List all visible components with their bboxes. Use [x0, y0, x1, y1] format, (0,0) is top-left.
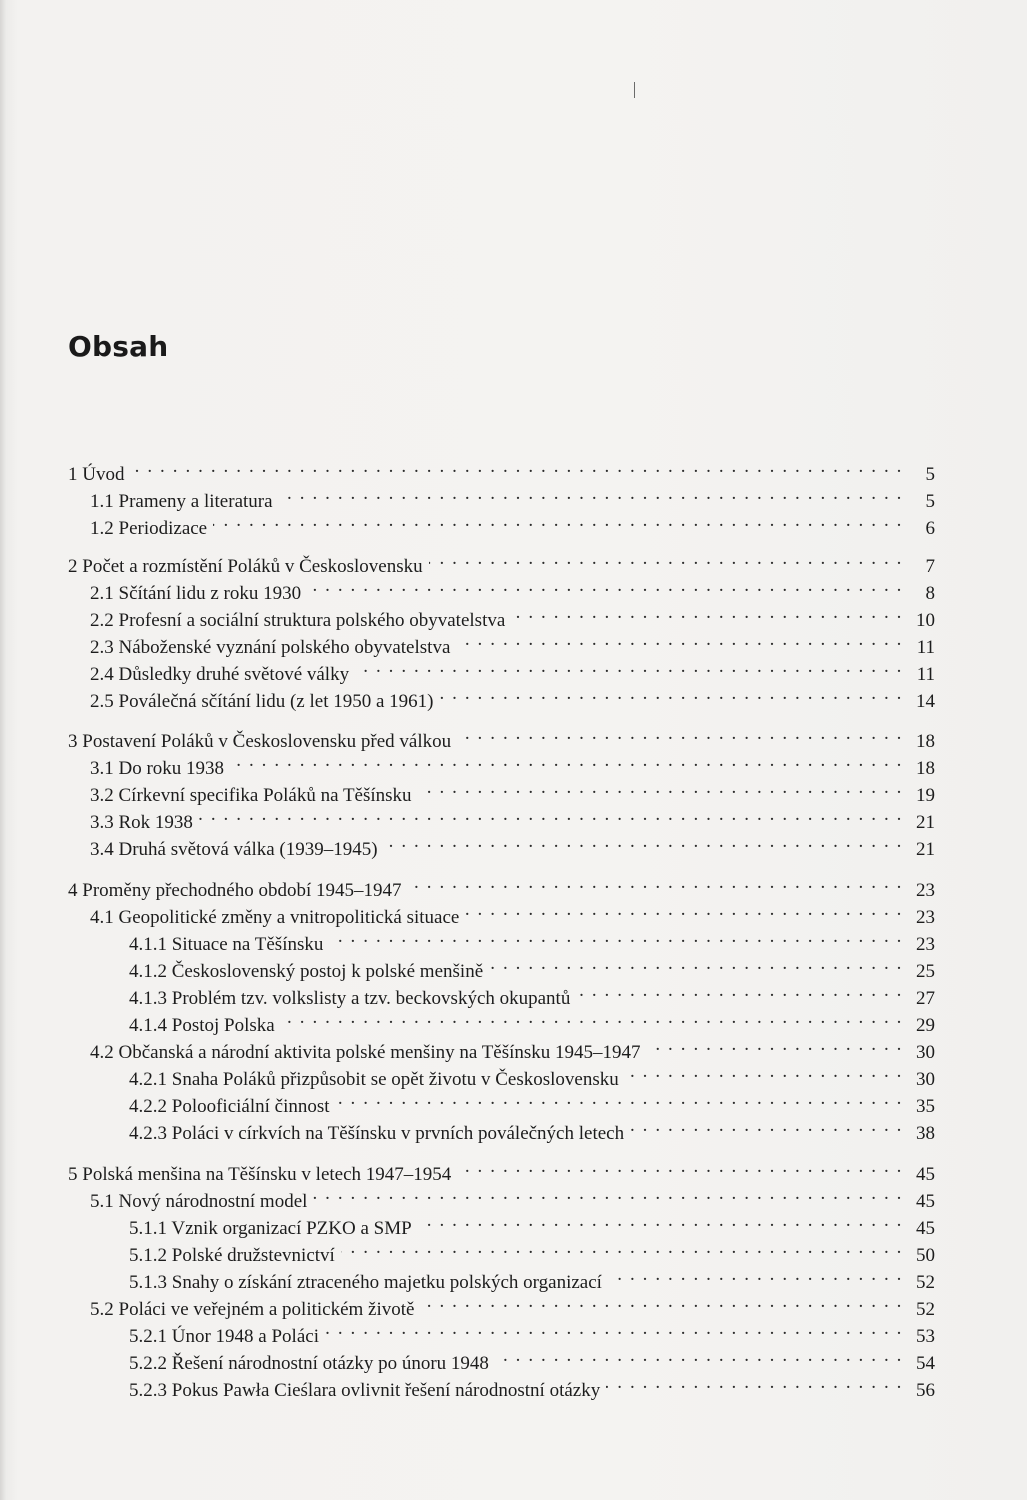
- dot-leader: [630, 1113, 903, 1139]
- toc-entry-page: 7: [925, 556, 935, 577]
- dot-leader: [408, 870, 903, 896]
- dot-leader: [307, 573, 903, 599]
- toc-entry-chapter: [68, 546, 935, 577]
- toc-entry-title: 1.2 Periodizace: [90, 518, 208, 539]
- toc-entry-page: 45: [916, 1191, 935, 1212]
- toc-entry-title: 4.1.1 Situace na Těšínsku: [129, 934, 324, 955]
- toc-entry-page: 30: [916, 1069, 935, 1090]
- dot-leader: [418, 1208, 903, 1234]
- toc-entry-section: [90, 829, 935, 860]
- toc-entry-page: 10: [916, 610, 935, 631]
- toc-entry-section: [90, 1289, 935, 1320]
- toc-entry-page: 18: [916, 731, 935, 752]
- toc-entry-page: 19: [916, 785, 935, 806]
- toc-entry-title: 4 Proměny přechodného období 1945–1947: [68, 880, 402, 901]
- toc-entry-section: [90, 775, 935, 806]
- toc-entry-chapter: [68, 721, 935, 752]
- toc-entry-subsection: [129, 951, 935, 982]
- toc-entry-title: 4.2.3 Poláci v církvích na Těšínsku v prvních poválečných letech: [129, 1123, 625, 1144]
- toc-entry-subsection: [129, 1370, 935, 1401]
- toc-entry-section: [90, 681, 935, 712]
- dot-leader: [325, 1316, 903, 1342]
- toc-entry-title: 3.1 Do roku 1938: [90, 758, 225, 779]
- toc-entry-subsection: [129, 924, 935, 955]
- dot-leader: [457, 721, 903, 747]
- toc-entry-title: 4.2.2 Polooficiální činnost: [129, 1096, 330, 1117]
- dot-leader: [440, 681, 904, 707]
- dot-leader: [281, 1005, 903, 1031]
- toc-entry-title: 5.1.1 Vznik organizací PZKO a SMP: [129, 1218, 412, 1239]
- toc-entry-subsection: [129, 1316, 935, 1347]
- toc-entry-title: 5 Polská menšina na Těšínsku v letech 1947–1954: [68, 1164, 452, 1185]
- dot-leader: [420, 1289, 903, 1315]
- toc-entry-section: [90, 748, 935, 779]
- dot-leader: [384, 829, 903, 855]
- dot-leader: [429, 546, 903, 572]
- toc-entry-title: 1.1 Prameny a literatura: [90, 491, 273, 512]
- toc-entry-subsection: [129, 1343, 935, 1374]
- dot-leader: [418, 775, 903, 801]
- toc-entry-section: [90, 897, 935, 928]
- dot-leader: [199, 802, 903, 828]
- toc-entry-page: 52: [916, 1272, 935, 1293]
- toc-entry-title: 2.2 Profesní a sociální struktura polského obyvatelstva: [90, 610, 506, 631]
- dot-leader: [608, 1262, 903, 1288]
- toc-entry-page: 38: [916, 1123, 935, 1144]
- dot-leader: [130, 454, 903, 480]
- dot-leader: [625, 1059, 903, 1085]
- toc-entry-title: 5.2.1 Únor 1948 a Poláci: [129, 1326, 319, 1347]
- toc-entry-section: [90, 627, 935, 658]
- toc-entry-page: 45: [916, 1218, 935, 1239]
- toc-entry-page: 23: [916, 907, 935, 928]
- toc-entry-subsection: [129, 1059, 935, 1090]
- toc-entry-page: 5: [925, 491, 935, 512]
- toc-entry-title: 2.1 Sčítání lidu z roku 1930: [90, 583, 302, 604]
- toc-entry-section: [90, 508, 935, 539]
- dot-leader: [495, 1343, 903, 1369]
- toc-entry-section: [90, 481, 935, 512]
- dot-leader: [511, 600, 903, 626]
- page-title: Obsah: [68, 330, 169, 363]
- toc-entry-page: 21: [916, 839, 935, 860]
- toc-entry-chapter: [68, 1154, 935, 1185]
- toc-entry-title: 5.1.3 Snahy o získání ztraceného majetku polských organizací: [129, 1272, 602, 1293]
- toc-entry-title: 3.2 Církevní specifika Poláků na Těšínsku: [90, 785, 412, 806]
- toc-entry-section: [90, 573, 935, 604]
- toc-entry-title: 1 Úvod: [68, 464, 125, 485]
- toc-entry-title: 3 Postavení Poláků v Československu před válkou: [68, 731, 452, 752]
- toc-entry-page: 50: [916, 1245, 935, 1266]
- toc-entry-title: 4.1.4 Postoj Polska: [129, 1015, 275, 1036]
- dot-leader: [336, 1086, 903, 1112]
- toc-entry-title: 4.2.1 Snaha Poláků přizpůsobit se opět životu v Československu: [129, 1069, 619, 1090]
- toc-entry-page: 11: [916, 664, 935, 685]
- toc-entry-page: 56: [916, 1380, 935, 1401]
- toc-entry-section: [90, 1032, 935, 1063]
- toc-entry-page: 11: [916, 637, 935, 658]
- toc-entry-chapter: [68, 454, 935, 485]
- toc-entry-page: 30: [916, 1042, 935, 1063]
- toc-entry-section: [90, 1181, 935, 1212]
- toc-entry-title: 2.5 Poválečná sčítání lidu (z let 1950 a 1961): [90, 691, 434, 712]
- toc-entry-chapter: [68, 870, 935, 901]
- dot-leader: [456, 627, 903, 653]
- toc-entry-subsection: [129, 1262, 935, 1293]
- dot-leader: [489, 951, 903, 977]
- toc-entry-subsection: [129, 978, 935, 1009]
- toc-entry-page: 27: [916, 988, 935, 1009]
- toc-entry-page: 23: [916, 880, 935, 901]
- toc-entry-section: [90, 600, 935, 631]
- toc-entry-subsection: [129, 1113, 935, 1144]
- toc-entry-subsection: [129, 1005, 935, 1036]
- toc-entry-page: 8: [925, 583, 935, 604]
- toc-entry-section: [90, 802, 935, 833]
- toc-entry-subsection: [129, 1235, 935, 1266]
- dot-leader: [213, 508, 903, 534]
- dot-leader: [647, 1032, 903, 1058]
- dot-leader: [329, 924, 903, 950]
- dot-leader: [606, 1370, 903, 1396]
- toc-entry-title: 5.2.2 Řešení národnostní otázky po únoru 1948: [129, 1353, 489, 1374]
- toc-entry-page: 53: [916, 1326, 935, 1347]
- toc-entry-page: 25: [916, 961, 935, 982]
- toc-entry-title: 3.3 Rok 1938: [90, 812, 193, 833]
- dot-leader: [341, 1235, 903, 1261]
- toc-entry-title: 5.1 Nový národnostní model: [90, 1191, 308, 1212]
- toc-entry-page: 29: [916, 1015, 935, 1036]
- toc-entry-page: 5: [925, 464, 935, 485]
- dot-leader: [279, 481, 903, 507]
- toc-entry-page: 14: [916, 691, 935, 712]
- dot-leader: [465, 897, 903, 923]
- toc-entry-page: 6: [925, 518, 935, 539]
- dot-leader: [230, 748, 903, 774]
- toc-entry-page: 23: [916, 934, 935, 955]
- toc-entry-title: 4.1 Geopolitické změny a vnitropolitická situace: [90, 907, 460, 928]
- toc-entry-subsection: [129, 1086, 935, 1117]
- toc-entry-title: 2 Počet a rozmístění Poláků v Československu: [68, 556, 423, 577]
- toc-entry-title: 5.2 Poláci ve veřejném a politickém životě: [90, 1299, 415, 1320]
- toc-entry-page: 54: [916, 1353, 935, 1374]
- toc-entry-title: 2.3 Náboženské vyznání polského obyvatelstva: [90, 637, 451, 658]
- toc-entry-page: 35: [916, 1096, 935, 1117]
- dot-leader: [457, 1154, 903, 1180]
- dot-leader: [576, 978, 903, 1004]
- toc-entry-page: 45: [916, 1164, 935, 1185]
- toc-entry-title: 4.2 Občanská a národní aktivita polské menšiny na Těšínsku 1945–1947: [90, 1042, 641, 1063]
- toc-entry-title: 5.1.2 Polské družstevnictví: [129, 1245, 335, 1266]
- toc-entry-title: 4.1.2 Československý postoj k polské menšině: [129, 961, 484, 982]
- toc-entry-page: 18: [916, 758, 935, 779]
- toc-entry-title: 5.2.3 Pokus Pawła Cieślara ovlivnit řešení národnostní otázky: [129, 1380, 601, 1401]
- toc-entry-title: 4.1.3 Problém tzv. volkslisty a tzv. beckovských okupantů: [129, 988, 571, 1009]
- toc-entry-section: [90, 654, 935, 685]
- toc-entry-page: 52: [916, 1299, 935, 1320]
- toc-entry-subsection: [129, 1208, 935, 1239]
- dot-leader: [355, 654, 903, 680]
- toc-entry-title: 3.4 Druhá světová válka (1939–1945): [90, 839, 378, 860]
- toc-entry-title: 2.4 Důsledky druhé světové války: [90, 664, 350, 685]
- dot-leader: [313, 1181, 903, 1207]
- toc-entry-page: 21: [916, 812, 935, 833]
